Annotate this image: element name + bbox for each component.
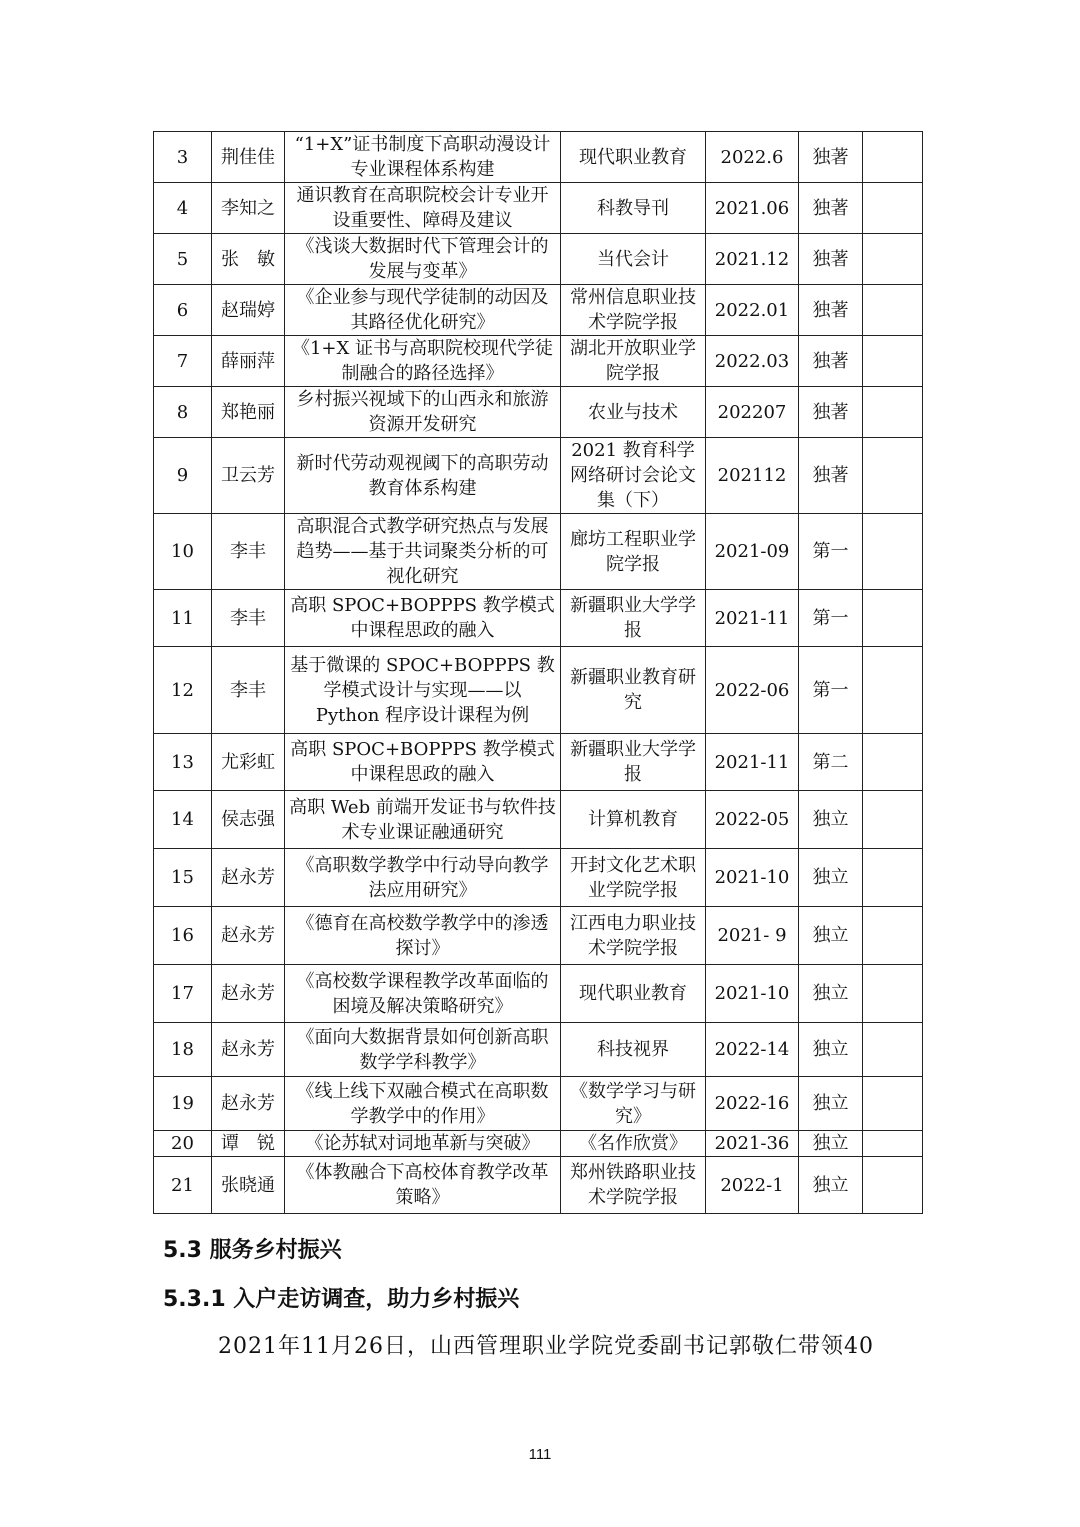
- cell-no: 18: [154, 1023, 212, 1077]
- cell-author: 薛丽萍: [212, 336, 285, 387]
- cell-note: [863, 734, 923, 791]
- cell-author: 尤彩虹: [212, 734, 285, 791]
- cell-title: 《面向大数据背景如何创新高职数学学科教学》: [285, 1023, 561, 1077]
- cell-journal: 当代会计: [561, 234, 706, 285]
- cell-note: [863, 285, 923, 336]
- cell-journal: 江西电力职业技术学院学报: [561, 907, 706, 965]
- cell-title: 《论苏轼对词地革新与突破》: [285, 1131, 561, 1157]
- cell-journal: 现代职业教育: [561, 965, 706, 1023]
- cell-no: 9: [154, 438, 212, 514]
- cell-author: 赵瑞婷: [212, 285, 285, 336]
- table-row: [154, 132, 923, 183]
- cell-author: 赵永芳: [212, 907, 285, 965]
- cell-title: 新时代劳动观视阈下的高职劳动教育体系构建: [285, 438, 561, 514]
- cell-no: 16: [154, 907, 212, 965]
- table-row: [154, 791, 923, 849]
- cell-date: 2021-36: [706, 1131, 799, 1157]
- cell-no: 14: [154, 791, 212, 849]
- cell-date: 2022-05: [706, 791, 799, 849]
- cell-date: 2021- 9: [706, 907, 799, 965]
- cell-title: “1+X”证书制度下高职动漫设计专业课程体系构建: [285, 132, 561, 183]
- cell-author: 李丰: [212, 514, 285, 590]
- cell-no: 19: [154, 1077, 212, 1131]
- cell-no: 10: [154, 514, 212, 590]
- cell-title: 《德育在高校数学教学中的渗透探讨》: [285, 907, 561, 965]
- cell-author: 李知之: [212, 183, 285, 234]
- cell-author: 赵永芳: [212, 1077, 285, 1131]
- cell-role: 第一: [799, 514, 863, 590]
- cell-journal: 2021 教育科学网络研讨会论文集（下）: [561, 438, 706, 514]
- cell-no: 3: [154, 132, 212, 183]
- cell-note: [863, 234, 923, 285]
- table-row: [154, 514, 923, 590]
- table-row: [154, 1157, 923, 1214]
- cell-date: 202207: [706, 387, 799, 438]
- cell-author: 李丰: [212, 647, 285, 734]
- cell-date: 2021-10: [706, 849, 799, 907]
- cell-role: 独著: [799, 438, 863, 514]
- cell-date: 2022-16: [706, 1077, 799, 1131]
- cell-author: 张 敏: [212, 234, 285, 285]
- cell-journal: 新疆职业教育研究: [561, 647, 706, 734]
- cell-journal: 廊坊工程职业学院学报: [561, 514, 706, 590]
- cell-role: 第二: [799, 734, 863, 791]
- cell-role: 独立: [799, 791, 863, 849]
- page-number: 111: [528, 1446, 552, 1463]
- cell-no: 7: [154, 336, 212, 387]
- cell-date: 2022.01: [706, 285, 799, 336]
- cell-journal: 现代职业教育: [561, 132, 706, 183]
- table-row: [154, 1077, 923, 1131]
- cell-no: 4: [154, 183, 212, 234]
- cell-role: 独著: [799, 285, 863, 336]
- cell-title: 《线上线下双融合模式在高职数学教学中的作用》: [285, 1077, 561, 1131]
- cell-note: [863, 438, 923, 514]
- cell-journal: 科技视界: [561, 1023, 706, 1077]
- cell-no: 15: [154, 849, 212, 907]
- cell-no: 13: [154, 734, 212, 791]
- table-row: [154, 590, 923, 647]
- cell-title: 高职混合式教学研究热点与发展趋势——基于共词聚类分析的可视化研究: [285, 514, 561, 590]
- cell-date: 2021-11: [706, 734, 799, 791]
- cell-title: 《体教融合下高校体育教学改革策略》: [285, 1157, 561, 1214]
- cell-author: 荆佳佳: [212, 132, 285, 183]
- cell-title: 高职 Web 前端开发证书与软件技术专业课证融通研究: [285, 791, 561, 849]
- cell-note: [863, 132, 923, 183]
- table-row: [154, 1023, 923, 1077]
- cell-role: 独著: [799, 132, 863, 183]
- cell-date: 2022-14: [706, 1023, 799, 1077]
- cell-note: [863, 849, 923, 907]
- cell-role: 独立: [799, 849, 863, 907]
- cell-note: [863, 907, 923, 965]
- cell-note: [863, 1131, 923, 1157]
- cell-note: [863, 514, 923, 590]
- cell-date: 2022-06: [706, 647, 799, 734]
- cell-author: 赵永芳: [212, 965, 285, 1023]
- table-row: [154, 438, 923, 514]
- cell-journal: 新疆职业大学学报: [561, 734, 706, 791]
- cell-date: 2021-11: [706, 590, 799, 647]
- cell-no: 5: [154, 234, 212, 285]
- cell-title: 《高职数学教学中行动导向教学法应用研究》: [285, 849, 561, 907]
- cell-date: 202112: [706, 438, 799, 514]
- cell-role: 独著: [799, 183, 863, 234]
- cell-date: 2021-10: [706, 965, 799, 1023]
- cell-role: 第一: [799, 647, 863, 734]
- cell-author: 赵永芳: [212, 849, 285, 907]
- cell-title: 高职 SPOC+BOPPPS 教学模式中课程思政的融入: [285, 734, 561, 791]
- cell-role: 第一: [799, 590, 863, 647]
- cell-title: 《1+X 证书与高职院校现代学徒制融合的路径选择》: [285, 336, 561, 387]
- cell-title: 基于微课的 SPOC+BOPPPS 教学模式设计与实现——以 Python 程序设计课程为例: [285, 647, 561, 734]
- cell-role: 独立: [799, 1023, 863, 1077]
- cell-journal: 开封文化艺术职业学院学报: [561, 849, 706, 907]
- cell-role: 独立: [799, 965, 863, 1023]
- cell-journal: 计算机教育: [561, 791, 706, 849]
- cell-no: 21: [154, 1157, 212, 1214]
- cell-role: 独立: [799, 1131, 863, 1157]
- cell-role: 独立: [799, 1157, 863, 1214]
- cell-no: 8: [154, 387, 212, 438]
- cell-note: [863, 183, 923, 234]
- cell-journal: 新疆职业大学学报: [561, 590, 706, 647]
- table-row: [154, 183, 923, 234]
- cell-no: 11: [154, 590, 212, 647]
- subsection-heading: 5.3.1 入户走访调查，助力乡村振兴: [163, 1287, 520, 1312]
- cell-no: 12: [154, 647, 212, 734]
- table-row: [154, 387, 923, 438]
- cell-author: 谭 锐: [212, 1131, 285, 1157]
- cell-author: 卫云芳: [212, 438, 285, 514]
- table-row: [154, 965, 923, 1023]
- cell-title: 乡村振兴视域下的山西永和旅游资源开发研究: [285, 387, 561, 438]
- table-row: [154, 234, 923, 285]
- papers-table: [153, 131, 923, 1214]
- cell-note: [863, 1157, 923, 1214]
- cell-author: 郑艳丽: [212, 387, 285, 438]
- cell-journal: 湖北开放职业学院学报: [561, 336, 706, 387]
- cell-no: 17: [154, 965, 212, 1023]
- cell-journal: 郑州铁路职业技术学院学报: [561, 1157, 706, 1214]
- table-row: [154, 907, 923, 965]
- cell-journal: 《名作欣赏》: [561, 1131, 706, 1157]
- cell-date: 2021-09: [706, 514, 799, 590]
- cell-no: 20: [154, 1131, 212, 1157]
- cell-date: 2022.6: [706, 132, 799, 183]
- cell-note: [863, 791, 923, 849]
- cell-journal: 《数学学习与研究》: [561, 1077, 706, 1131]
- cell-title: 《企业参与现代学徒制的动因及其路径优化研究》: [285, 285, 561, 336]
- cell-author: 张晓通: [212, 1157, 285, 1214]
- cell-title: 《浅谈大数据时代下管理会计的发展与变革》: [285, 234, 561, 285]
- table-row: [154, 285, 923, 336]
- table-row: [154, 647, 923, 734]
- body-paragraph: 2021年11月26日，山西管理职业学院党委副书记郭敬仁带领40: [218, 1334, 874, 1359]
- section-heading: 5.3 服务乡村振兴: [163, 1238, 342, 1263]
- table-row: [154, 336, 923, 387]
- cell-title: 《高校数学课程教学改革面临的困境及解决策略研究》: [285, 965, 561, 1023]
- cell-note: [863, 1077, 923, 1131]
- cell-journal: 农业与技术: [561, 387, 706, 438]
- cell-author: 赵永芳: [212, 1023, 285, 1077]
- cell-note: [863, 965, 923, 1023]
- cell-note: [863, 387, 923, 438]
- cell-note: [863, 1023, 923, 1077]
- cell-role: 独立: [799, 907, 863, 965]
- cell-date: 2021.06: [706, 183, 799, 234]
- cell-author: 李丰: [212, 590, 285, 647]
- cell-journal: 科教导刊: [561, 183, 706, 234]
- cell-author: 侯志强: [212, 791, 285, 849]
- cell-journal: 常州信息职业技术学院学报: [561, 285, 706, 336]
- table-row: [154, 734, 923, 791]
- cell-no: 6: [154, 285, 212, 336]
- cell-title: 高职 SPOC+BOPPPS 教学模式中课程思政的融入: [285, 590, 561, 647]
- cell-role: 独立: [799, 1077, 863, 1131]
- cell-role: 独著: [799, 387, 863, 438]
- cell-title: 通识教育在高职院校会计专业开设重要性、障碍及建议: [285, 183, 561, 234]
- cell-note: [863, 336, 923, 387]
- cell-role: 独著: [799, 234, 863, 285]
- cell-date: 2021.12: [706, 234, 799, 285]
- table-row: [154, 849, 923, 907]
- cell-note: [863, 647, 923, 734]
- cell-date: 2022-1: [706, 1157, 799, 1214]
- cell-date: 2022.03: [706, 336, 799, 387]
- cell-note: [863, 590, 923, 647]
- table-row: [154, 1131, 923, 1157]
- cell-role: 独著: [799, 336, 863, 387]
